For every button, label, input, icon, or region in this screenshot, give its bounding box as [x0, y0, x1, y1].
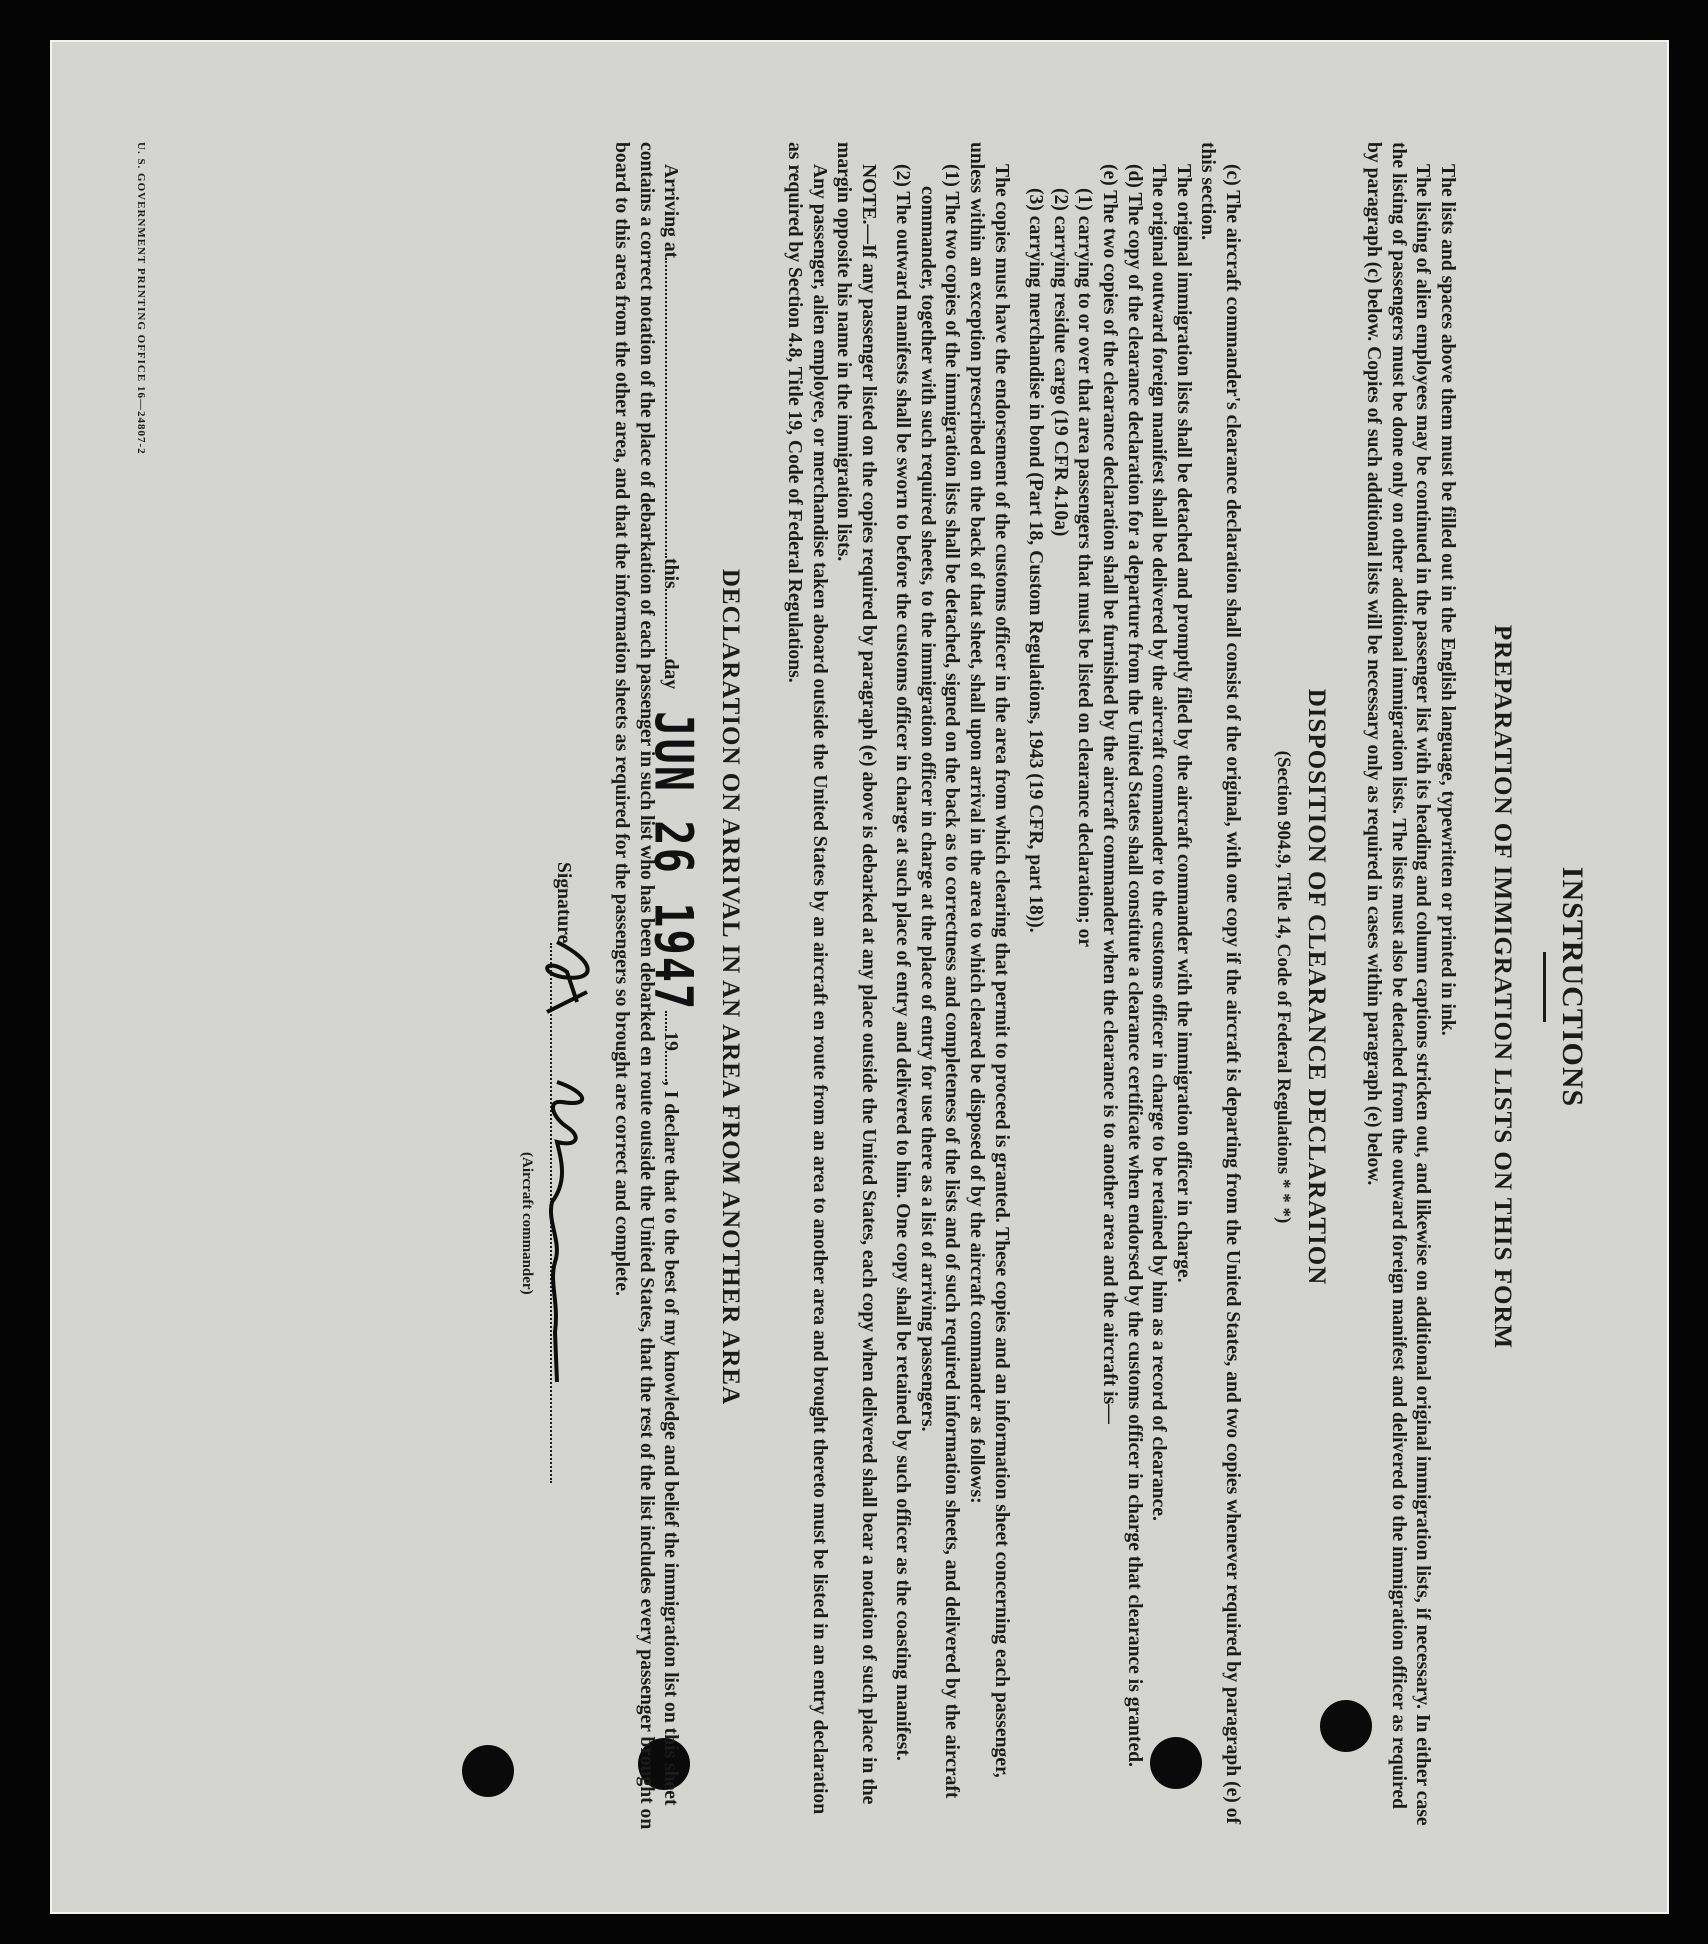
declaration-title: DECLARATION ON ARRIVAL IN AN AREA FROM ANOTHER AREA: [716, 568, 744, 1406]
paragraph-c-continued: The original immigration lists shall be detached and promptly filed by the aircraft commander with the immigration officer in charge.: [1172, 164, 1194, 1283]
paragraph-e-item: (1) carrying to or over that area passengers that must be listed on clearance declaration; or: [1073, 188, 1095, 948]
document-sheet: [50, 40, 1669, 1914]
rotated-form-page: [70, 52, 1650, 1902]
note-paragraph: NOTE.—If any passenger listed on the copies required by paragraph (e) above is debarked at any place outside the United States, each copy when delivered shall bear a notation of such place in the margin opposite his name in the immigration lists.: [832, 142, 879, 1805]
arriving-label: Arriving at: [659, 164, 681, 259]
this-label: this: [659, 558, 681, 589]
paragraph-e: (e) The two copies of the clearance declaration shall be furnished by the aircraft commander when the clearance is to another area and the aircraft is—: [1098, 164, 1120, 1424]
date-stamp: JUN 26 1947: [642, 711, 705, 1012]
signature-label: Signature: [552, 862, 574, 944]
paragraph-f: The copies must have the endorsement of the customs officer in the area from which clearing that permit to proceed is granted. These copies and an information sheet concerning each passenger, unless within an exception prescribed on the back of that sheet, shall upon arrival in the area to which cleared be disposed of by the aircraft commander as follows:: [965, 142, 1012, 1778]
day-label: day: [659, 658, 681, 690]
signature-caption: (Aircraft commander): [518, 1152, 535, 1295]
arriving-field[interactable]: [665, 258, 667, 558]
paragraph-c-continued: The original outward foreign manifest shall be delivered by the aircraft commander to the customs officer in charge to be retained by him as a record of clearance.: [1147, 164, 1169, 1521]
year-field[interactable]: [665, 1011, 667, 1031]
year-suffix-field[interactable]: [665, 1051, 667, 1081]
year-prefix: 19: [659, 1031, 681, 1051]
signature-block: [494, 862, 574, 1832]
disposition-subtitle: (Section 904.9, Title 14, Code of Federal Regulations * * *): [1272, 750, 1294, 1224]
paragraph-e-item: (3) carrying merchandise in bond (Part 18, Custom Regulations, 1943 (19 CFR, part 18)).: [1024, 188, 1046, 933]
printing-office-footer: U. S. GOVERNMENT PRINTING OFFICE 16—24807-2: [134, 142, 147, 455]
declaration-statement: [608, 142, 705, 1832]
preparation-paragraph: The listing of alien employees may be continued in the passenger list with its heading and column captions stricken out, and likewise on additional original immigration lists, if necessary. In either case the listing of passengers must be done only on other additional immigration lists. The lists must also be detached from the outward foreign manifest and delivered to the immigration officer as required by paragraph (c) below. Copies of such additional lists will be necessary only as required in cases within paragraph (e) below.: [1362, 142, 1433, 1826]
preparation-title: PREPARATION OF IMMIGRATION LISTS ON THIS FORM: [1488, 624, 1516, 1350]
heading-rule: [1543, 952, 1546, 1022]
day-field[interactable]: [665, 589, 667, 659]
preparation-paragraph: The lists and spaces above them must be filled out in the English language, typewritten or printed in ink.: [1436, 164, 1458, 1036]
paragraph-c: (c) The aircraft commander's clearance declaration shall consist of the original, with one copy if the aircraft is departing from the United States, and two copies whenever required by paragraph (e) of this section.: [1196, 142, 1243, 1825]
paragraph-f-item: (1) The two copies of the immigration lists shall be detached, signed on the back as to correctness and completeness of the lists and of such required information sheets, and delivered by the aircraft commander, together with such required sheets, to the immigration officer in charge at the place of entry for use there as a list of arriving passengers.: [916, 164, 962, 1799]
note-paragraph-continued: Any passenger, alien employee, or merchandise taken aboard outside the United States by an aircraft en route from an area to another area and brought thereto must be listed in an entry declaration as required by Section 4.8, Title 19, Code of Federal Regulations.: [783, 142, 830, 1815]
paragraph-d: (d) The copy of the clearance declaration for a departure from the United States shall constitute a clearance certificate when endorsed by the customs officer in charge that clearance is granted.: [1123, 164, 1145, 1767]
paragraph-f-item: (2) The outward manifests shall be sworn to before the customs officer in charge at such place of entry and delivered to him. One copy shall be retained by such officer as the coasting manifest.: [891, 164, 913, 1761]
disposition-title: DISPOSITION OF CLEARANCE DECLARATION: [1302, 688, 1330, 1286]
paragraph-e-item: (2) carrying residue cargo (19 CFR 4.10a): [1049, 188, 1071, 537]
instructions-heading: INSTRUCTIONS: [1555, 866, 1589, 1108]
declaration-text: , I declare that to the best of my knowledge and belief the immigration list on this sheet contains a correct notation of the place of debarkation of each passenger in such list who has been debarked en route outside the United States, that the rest of the list includes every passenger brought on board to this area from the other area, and that the information sheets as required for the passengers so brought are correct and complete.: [610, 142, 681, 1830]
